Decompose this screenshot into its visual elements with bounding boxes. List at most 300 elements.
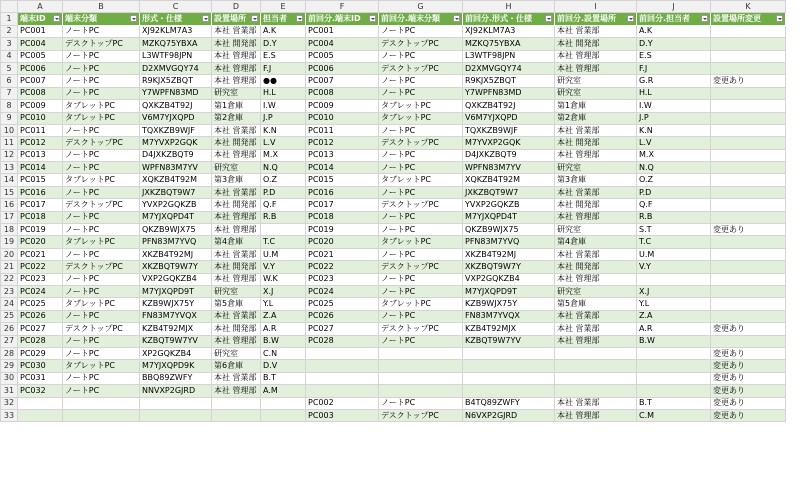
table-cell[interactable] xyxy=(212,273,261,285)
table-cell[interactable] xyxy=(212,298,261,310)
table-cell[interactable] xyxy=(306,360,379,372)
table-cell[interactable] xyxy=(261,211,306,223)
table-cell[interactable] xyxy=(306,100,379,112)
row-number[interactable]: 25 xyxy=(1,310,18,322)
table-cell[interactable] xyxy=(637,224,711,236)
table-cell[interactable] xyxy=(555,372,637,384)
table-cell[interactable] xyxy=(306,261,379,273)
table-cell[interactable] xyxy=(379,323,463,335)
table-cell[interactable] xyxy=(711,409,786,421)
table-cell[interactable] xyxy=(261,224,306,236)
table-cell[interactable] xyxy=(555,211,637,223)
table-cell[interactable] xyxy=(261,360,306,372)
table-cell[interactable] xyxy=(555,224,637,236)
table-cell[interactable] xyxy=(261,347,306,359)
row-number[interactable]: 13 xyxy=(1,162,18,174)
table-cell[interactable] xyxy=(140,62,212,74)
filter-dropdown-icon[interactable] xyxy=(369,15,376,22)
table-cell[interactable] xyxy=(63,75,140,87)
filter-dropdown-icon[interactable] xyxy=(776,15,783,22)
table-cell[interactable] xyxy=(306,38,379,50)
table-cell[interactable] xyxy=(379,75,463,87)
table-cell[interactable] xyxy=(637,261,711,273)
row-number[interactable]: 5 xyxy=(1,62,18,74)
row-number[interactable]: 16 xyxy=(1,199,18,211)
table-cell[interactable] xyxy=(18,224,63,236)
table-cell[interactable] xyxy=(711,174,786,186)
table-cell[interactable] xyxy=(140,38,212,50)
table-cell[interactable] xyxy=(637,335,711,347)
table-cell[interactable] xyxy=(18,310,63,322)
table-cell[interactable] xyxy=(18,199,63,211)
table-cell[interactable] xyxy=(463,124,555,136)
table-cell[interactable] xyxy=(463,174,555,186)
table-cell[interactable] xyxy=(379,38,463,50)
table-cell[interactable] xyxy=(555,310,637,322)
table-cell[interactable] xyxy=(555,25,637,37)
table-cell[interactable] xyxy=(212,211,261,223)
table-cell[interactable] xyxy=(306,385,379,397)
table-cell[interactable] xyxy=(463,347,555,359)
table-cell[interactable] xyxy=(637,372,711,384)
table-cell[interactable] xyxy=(555,100,637,112)
table-cell[interactable] xyxy=(555,87,637,99)
table-cell[interactable] xyxy=(261,199,306,211)
table-cell[interactable] xyxy=(212,75,261,87)
table-cell[interactable] xyxy=(463,323,555,335)
row-number[interactable]: 10 xyxy=(1,124,18,136)
table-cell[interactable] xyxy=(463,409,555,421)
table-cell[interactable] xyxy=(555,137,637,149)
table-cell[interactable] xyxy=(63,112,140,124)
row-number[interactable]: 15 xyxy=(1,186,18,198)
table-cell[interactable] xyxy=(18,236,63,248)
table-cell[interactable] xyxy=(555,298,637,310)
filter-dropdown-icon[interactable] xyxy=(53,15,60,22)
table-cell[interactable] xyxy=(63,385,140,397)
table-cell[interactable] xyxy=(711,87,786,99)
table-cell[interactable] xyxy=(555,186,637,198)
row-number[interactable]: 14 xyxy=(1,174,18,186)
table-cell[interactable] xyxy=(306,397,379,409)
column-header[interactable]: E xyxy=(261,1,306,13)
table-cell[interactable] xyxy=(306,372,379,384)
table-cell[interactable] xyxy=(306,236,379,248)
table-cell[interactable] xyxy=(711,335,786,347)
filter-dropdown-icon[interactable] xyxy=(130,15,137,22)
table-cell[interactable] xyxy=(18,174,63,186)
table-cell[interactable] xyxy=(555,409,637,421)
filter-dropdown-icon[interactable] xyxy=(453,15,460,22)
table-cell[interactable] xyxy=(711,224,786,236)
filter-dropdown-icon[interactable] xyxy=(296,15,303,22)
table-cell[interactable] xyxy=(18,385,63,397)
row-number[interactable]: 6 xyxy=(1,75,18,87)
filter-dropdown-icon[interactable] xyxy=(701,15,708,22)
header-cell[interactable] xyxy=(379,13,463,25)
table-cell[interactable] xyxy=(379,298,463,310)
column-header[interactable]: C xyxy=(140,1,212,13)
table-cell[interactable] xyxy=(306,50,379,62)
table-cell[interactable] xyxy=(140,248,212,260)
table-cell[interactable] xyxy=(63,50,140,62)
table-cell[interactable] xyxy=(140,100,212,112)
table-cell[interactable] xyxy=(463,360,555,372)
table-cell[interactable] xyxy=(463,186,555,198)
table-cell[interactable] xyxy=(140,87,212,99)
table-cell[interactable] xyxy=(555,335,637,347)
row-number[interactable]: 2 xyxy=(1,25,18,37)
table-cell[interactable] xyxy=(637,162,711,174)
table-cell[interactable] xyxy=(379,112,463,124)
table-cell[interactable] xyxy=(18,298,63,310)
table-cell[interactable] xyxy=(379,149,463,161)
header-cell[interactable] xyxy=(463,13,555,25)
table-cell[interactable] xyxy=(261,137,306,149)
table-cell[interactable] xyxy=(306,335,379,347)
table-cell[interactable] xyxy=(711,100,786,112)
column-header[interactable]: G xyxy=(379,1,463,13)
table-cell[interactable] xyxy=(463,224,555,236)
table-cell[interactable] xyxy=(18,162,63,174)
table-cell[interactable] xyxy=(711,38,786,50)
table-cell[interactable] xyxy=(637,360,711,372)
row-number[interactable]: 24 xyxy=(1,298,18,310)
header-cell[interactable] xyxy=(637,13,711,25)
table-cell[interactable] xyxy=(140,273,212,285)
table-cell[interactable] xyxy=(379,224,463,236)
table-cell[interactable] xyxy=(63,38,140,50)
filter-dropdown-icon[interactable] xyxy=(545,15,552,22)
table-cell[interactable] xyxy=(261,50,306,62)
table-cell[interactable] xyxy=(463,273,555,285)
table-cell[interactable] xyxy=(463,199,555,211)
table-cell[interactable] xyxy=(261,385,306,397)
table-cell[interactable] xyxy=(140,360,212,372)
table-cell[interactable] xyxy=(63,124,140,136)
table-cell[interactable] xyxy=(63,409,140,421)
table-cell[interactable] xyxy=(306,409,379,421)
table-cell[interactable] xyxy=(555,285,637,297)
table-cell[interactable] xyxy=(261,285,306,297)
table-cell[interactable] xyxy=(379,87,463,99)
table-cell[interactable] xyxy=(637,273,711,285)
table-cell[interactable] xyxy=(306,87,379,99)
table-cell[interactable] xyxy=(306,285,379,297)
table-cell[interactable] xyxy=(140,323,212,335)
table-cell[interactable] xyxy=(379,261,463,273)
table-cell[interactable] xyxy=(212,112,261,124)
row-number[interactable]: 20 xyxy=(1,248,18,260)
table-cell[interactable] xyxy=(63,285,140,297)
header-cell[interactable] xyxy=(140,13,212,25)
table-cell[interactable] xyxy=(140,224,212,236)
table-cell[interactable] xyxy=(379,236,463,248)
table-cell[interactable] xyxy=(63,224,140,236)
select-all-corner[interactable] xyxy=(1,1,18,13)
table-cell[interactable] xyxy=(18,137,63,149)
table-cell[interactable] xyxy=(637,149,711,161)
table-cell[interactable] xyxy=(212,335,261,347)
table-cell[interactable] xyxy=(306,199,379,211)
row-number[interactable]: 8 xyxy=(1,100,18,112)
table-cell[interactable] xyxy=(379,211,463,223)
table-cell[interactable] xyxy=(711,62,786,74)
table-cell[interactable] xyxy=(261,273,306,285)
table-cell[interactable] xyxy=(212,261,261,273)
table-cell[interactable] xyxy=(261,310,306,322)
table-cell[interactable] xyxy=(711,385,786,397)
table-cell[interactable] xyxy=(261,62,306,74)
header-cell[interactable] xyxy=(261,13,306,25)
table-cell[interactable] xyxy=(637,211,711,223)
table-cell[interactable] xyxy=(306,75,379,87)
table-cell[interactable] xyxy=(306,174,379,186)
table-cell[interactable] xyxy=(63,236,140,248)
table-cell[interactable] xyxy=(18,285,63,297)
table-cell[interactable] xyxy=(261,323,306,335)
row-number[interactable]: 31 xyxy=(1,385,18,397)
table-cell[interactable] xyxy=(379,100,463,112)
table-cell[interactable] xyxy=(140,347,212,359)
table-cell[interactable] xyxy=(555,124,637,136)
table-cell[interactable] xyxy=(18,397,63,409)
table-cell[interactable] xyxy=(379,273,463,285)
table-cell[interactable] xyxy=(212,25,261,37)
table-cell[interactable] xyxy=(306,112,379,124)
table-cell[interactable] xyxy=(140,397,212,409)
table-cell[interactable] xyxy=(463,38,555,50)
table-cell[interactable] xyxy=(261,124,306,136)
table-cell[interactable] xyxy=(711,149,786,161)
table-cell[interactable] xyxy=(18,75,63,87)
table-cell[interactable] xyxy=(18,248,63,260)
row-number[interactable]: 4 xyxy=(1,50,18,62)
table-cell[interactable] xyxy=(18,38,63,50)
table-cell[interactable] xyxy=(18,409,63,421)
table-cell[interactable] xyxy=(637,25,711,37)
table-cell[interactable] xyxy=(379,372,463,384)
table-cell[interactable] xyxy=(18,261,63,273)
row-number[interactable]: 28 xyxy=(1,347,18,359)
table-cell[interactable] xyxy=(637,199,711,211)
row-number[interactable]: 17 xyxy=(1,211,18,223)
table-cell[interactable] xyxy=(379,50,463,62)
table-cell[interactable] xyxy=(261,409,306,421)
table-cell[interactable] xyxy=(637,112,711,124)
row-number[interactable]: 18 xyxy=(1,224,18,236)
table-cell[interactable] xyxy=(463,397,555,409)
header-cell[interactable] xyxy=(555,13,637,25)
table-cell[interactable] xyxy=(379,25,463,37)
table-cell[interactable] xyxy=(555,397,637,409)
table-cell[interactable] xyxy=(306,298,379,310)
table-cell[interactable] xyxy=(555,385,637,397)
filter-dropdown-icon[interactable] xyxy=(627,15,634,22)
table-cell[interactable] xyxy=(261,335,306,347)
table-cell[interactable] xyxy=(637,310,711,322)
table-cell[interactable] xyxy=(379,335,463,347)
table-cell[interactable] xyxy=(140,335,212,347)
table-cell[interactable] xyxy=(306,323,379,335)
table-cell[interactable] xyxy=(212,50,261,62)
table-cell[interactable] xyxy=(711,211,786,223)
table-cell[interactable] xyxy=(212,186,261,198)
table-cell[interactable] xyxy=(711,137,786,149)
table-cell[interactable] xyxy=(140,75,212,87)
table-cell[interactable] xyxy=(18,273,63,285)
table-cell[interactable] xyxy=(18,112,63,124)
table-cell[interactable] xyxy=(140,199,212,211)
table-cell[interactable] xyxy=(63,211,140,223)
table-cell[interactable] xyxy=(463,112,555,124)
table-cell[interactable] xyxy=(555,149,637,161)
table-cell[interactable] xyxy=(212,124,261,136)
column-header[interactable]: I xyxy=(555,1,637,13)
table-cell[interactable] xyxy=(140,310,212,322)
table-cell[interactable] xyxy=(711,273,786,285)
table-cell[interactable] xyxy=(261,248,306,260)
table-cell[interactable] xyxy=(261,38,306,50)
filter-dropdown-icon[interactable] xyxy=(202,15,209,22)
table-cell[interactable] xyxy=(637,285,711,297)
table-cell[interactable] xyxy=(379,310,463,322)
table-cell[interactable] xyxy=(18,87,63,99)
table-cell[interactable] xyxy=(711,25,786,37)
table-cell[interactable] xyxy=(140,186,212,198)
table-cell[interactable] xyxy=(637,174,711,186)
table-cell[interactable] xyxy=(261,25,306,37)
table-cell[interactable] xyxy=(379,347,463,359)
table-cell[interactable] xyxy=(637,75,711,87)
table-cell[interactable] xyxy=(711,112,786,124)
table-cell[interactable] xyxy=(261,162,306,174)
column-header[interactable]: B xyxy=(63,1,140,13)
table-cell[interactable] xyxy=(63,62,140,74)
table-cell[interactable] xyxy=(463,310,555,322)
table-cell[interactable] xyxy=(711,372,786,384)
table-cell[interactable] xyxy=(555,38,637,50)
table-cell[interactable] xyxy=(379,248,463,260)
row-number[interactable]: 21 xyxy=(1,261,18,273)
table-cell[interactable] xyxy=(463,285,555,297)
table-cell[interactable] xyxy=(711,285,786,297)
table-cell[interactable] xyxy=(711,310,786,322)
table-cell[interactable] xyxy=(711,124,786,136)
table-cell[interactable] xyxy=(306,273,379,285)
table-cell[interactable] xyxy=(306,211,379,223)
row-number[interactable]: 33 xyxy=(1,409,18,421)
table-cell[interactable] xyxy=(63,347,140,359)
table-cell[interactable] xyxy=(140,25,212,37)
table-cell[interactable] xyxy=(212,285,261,297)
table-cell[interactable] xyxy=(140,285,212,297)
table-cell[interactable] xyxy=(637,397,711,409)
table-cell[interactable] xyxy=(711,360,786,372)
table-cell[interactable] xyxy=(711,50,786,62)
header-cell[interactable] xyxy=(212,13,261,25)
table-cell[interactable] xyxy=(463,372,555,384)
row-number[interactable]: 11 xyxy=(1,137,18,149)
table-cell[interactable] xyxy=(261,75,306,87)
table-cell[interactable] xyxy=(18,323,63,335)
table-cell[interactable] xyxy=(306,162,379,174)
table-cell[interactable] xyxy=(212,347,261,359)
table-cell[interactable] xyxy=(379,124,463,136)
table-cell[interactable] xyxy=(18,347,63,359)
table-cell[interactable] xyxy=(637,38,711,50)
table-cell[interactable] xyxy=(306,347,379,359)
table-cell[interactable] xyxy=(306,62,379,74)
table-cell[interactable] xyxy=(555,360,637,372)
table-cell[interactable] xyxy=(637,248,711,260)
table-cell[interactable] xyxy=(463,100,555,112)
table-cell[interactable] xyxy=(63,199,140,211)
table-cell[interactable] xyxy=(18,211,63,223)
table-cell[interactable] xyxy=(261,186,306,198)
table-cell[interactable] xyxy=(140,385,212,397)
table-cell[interactable] xyxy=(140,236,212,248)
table-cell[interactable] xyxy=(306,124,379,136)
table-cell[interactable] xyxy=(212,149,261,161)
table-cell[interactable] xyxy=(306,149,379,161)
table-cell[interactable] xyxy=(140,261,212,273)
table-cell[interactable] xyxy=(63,174,140,186)
table-cell[interactable] xyxy=(379,385,463,397)
table-cell[interactable] xyxy=(63,137,140,149)
table-cell[interactable] xyxy=(261,174,306,186)
table-cell[interactable] xyxy=(140,112,212,124)
table-cell[interactable] xyxy=(261,261,306,273)
table-cell[interactable] xyxy=(140,137,212,149)
table-cell[interactable] xyxy=(140,149,212,161)
table-cell[interactable] xyxy=(306,248,379,260)
row-number[interactable]: 26 xyxy=(1,323,18,335)
table-cell[interactable] xyxy=(711,261,786,273)
row-number[interactable]: 30 xyxy=(1,372,18,384)
table-cell[interactable] xyxy=(711,75,786,87)
header-cell[interactable] xyxy=(18,13,63,25)
table-cell[interactable] xyxy=(140,174,212,186)
table-cell[interactable] xyxy=(63,100,140,112)
table-cell[interactable] xyxy=(555,236,637,248)
table-cell[interactable] xyxy=(63,323,140,335)
table-cell[interactable] xyxy=(637,124,711,136)
table-cell[interactable] xyxy=(379,162,463,174)
table-cell[interactable] xyxy=(555,62,637,74)
table-cell[interactable] xyxy=(555,75,637,87)
column-header[interactable]: K xyxy=(711,1,786,13)
table-cell[interactable] xyxy=(63,248,140,260)
table-cell[interactable] xyxy=(711,248,786,260)
table-cell[interactable] xyxy=(18,50,63,62)
table-cell[interactable] xyxy=(379,186,463,198)
table-cell[interactable] xyxy=(140,409,212,421)
table-cell[interactable] xyxy=(463,162,555,174)
table-cell[interactable] xyxy=(711,347,786,359)
table-cell[interactable] xyxy=(637,323,711,335)
table-cell[interactable] xyxy=(140,298,212,310)
table-cell[interactable] xyxy=(306,224,379,236)
row-number[interactable]: 29 xyxy=(1,360,18,372)
table-cell[interactable] xyxy=(379,285,463,297)
header-cell[interactable] xyxy=(306,13,379,25)
table-cell[interactable] xyxy=(212,162,261,174)
table-cell[interactable] xyxy=(212,62,261,74)
table-cell[interactable] xyxy=(261,112,306,124)
table-cell[interactable] xyxy=(140,372,212,384)
column-header[interactable]: F xyxy=(306,1,379,13)
